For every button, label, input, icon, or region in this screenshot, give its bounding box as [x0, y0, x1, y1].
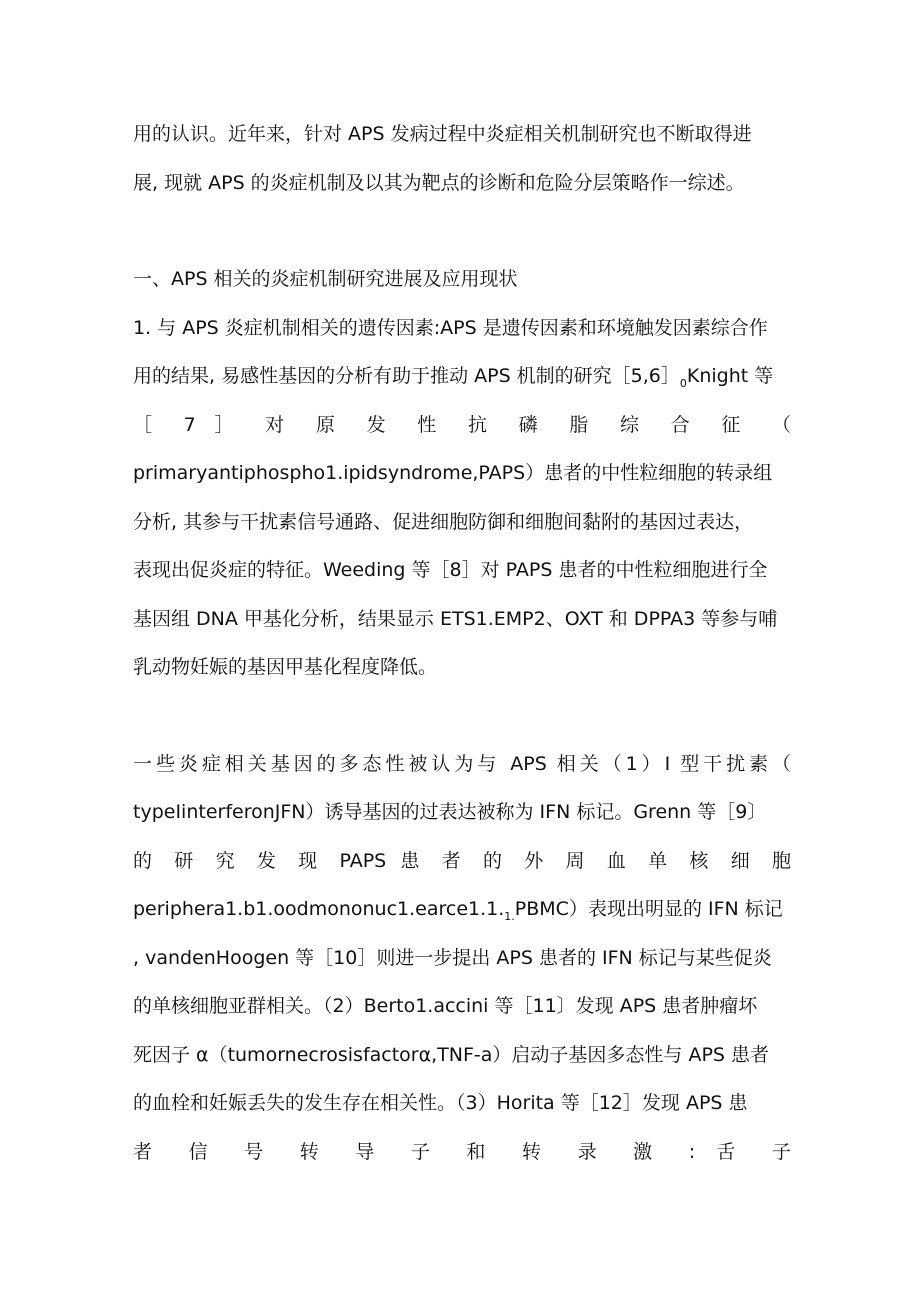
paragraph2-line5: 分析, 其参与干扰素信号通路、促进细胞防御和细胞间黏附的基因过表达，	[133, 511, 754, 533]
paragraph1-line2: 展, 现就 APS 的炎症机制及以其为靶点的诊断和危险分层策略作一综述。	[133, 172, 745, 194]
paragraph2-line8: 乳动物妊娠的基因甲基化程度降低。	[133, 656, 438, 678]
paragraph3-line4-subscript: 1.	[504, 910, 515, 923]
paragraph3-line7: 死因子 α（tumornecrosisfactorα,TNF-a）启动子基因多态性与 APS 患者	[133, 1044, 770, 1066]
paragraph2-line3: ［ 7 ］ 对 原 发 性 抗 磷 脂 综 合 征 （	[133, 414, 791, 436]
paragraph2-line2-tail: Knight 等	[686, 365, 774, 387]
paragraph3-line1: 一些炎症相关基因的多态性被认为与 APS 相关（1）I 型干扰素（	[133, 753, 791, 775]
paragraph2-line2	[133, 364, 791, 396]
paragraph2-line1: 1. 与 APS 炎症机制相关的遗传因素:APS 是遗传因素和环境触发因素综合作	[133, 317, 768, 339]
paragraph3-line9: 者 信 号 转 导 子 和 转 录 激 : 舌 子	[133, 1141, 791, 1163]
paragraph2-line6: 表现出促炎症的特征。Weeding 等［8］对 PAPS 患者的中性粒细胞进行全	[133, 559, 768, 581]
section-heading: 一、APS 相关的炎症机制研究进展及应用现状	[133, 268, 518, 290]
paragraph3-line5: , vandenHoogen 等［10］则进一步提出 APS 患者的 IFN 标记与某些促炎	[133, 947, 772, 969]
paragraph3-line3: 的 研 究 发 现 PAPS 患 者 的 外 周 血 单 核 细 胞	[133, 850, 791, 872]
paragraph2-line7: 基因组 DNA 甲基化分析，结果显示 ETS1.EMP2、OXT 和 DPPA3 等参与哺	[133, 608, 778, 630]
paragraph3-line4-text: periphera1.b1.oodmononuc1.earce1.1.	[133, 898, 505, 920]
paragraph2-line2-text: 用的结果, 易感性基因的分析有助于推动 APS 机制的研究［5,6］	[133, 365, 680, 387]
paragraph3-line4-tail: PBMC）表现出明显的 IFN 标记	[514, 898, 783, 920]
paragraph2-line2-subscript: 0	[679, 377, 687, 390]
paragraph2-line4: primaryantiphospho1.ipidsyndrome,PAPS）患者的中性粒细胞的转录组	[133, 462, 773, 484]
paragraph3-line8: 的血栓和妊娠丢失的发生存在相关性。（3）Horita 等［12］发现 APS 患	[133, 1092, 748, 1114]
paragraph3-line6: 的单核细胞亚群相关。（2）Berto1.accini 等［11〕发现 APS 患者肿瘤坏	[133, 995, 758, 1017]
paragraph3-line2: typeIinterferonJFN）诱导基因的过表达被称为 IFN 标记。Grenn 等［9〕	[133, 801, 767, 823]
paragraph3-line4	[133, 897, 791, 929]
paragraph1-line1: 用的认识。近年来，针对 APS 发病过程中炎症相关机制研究也不断取得进	[133, 123, 752, 145]
